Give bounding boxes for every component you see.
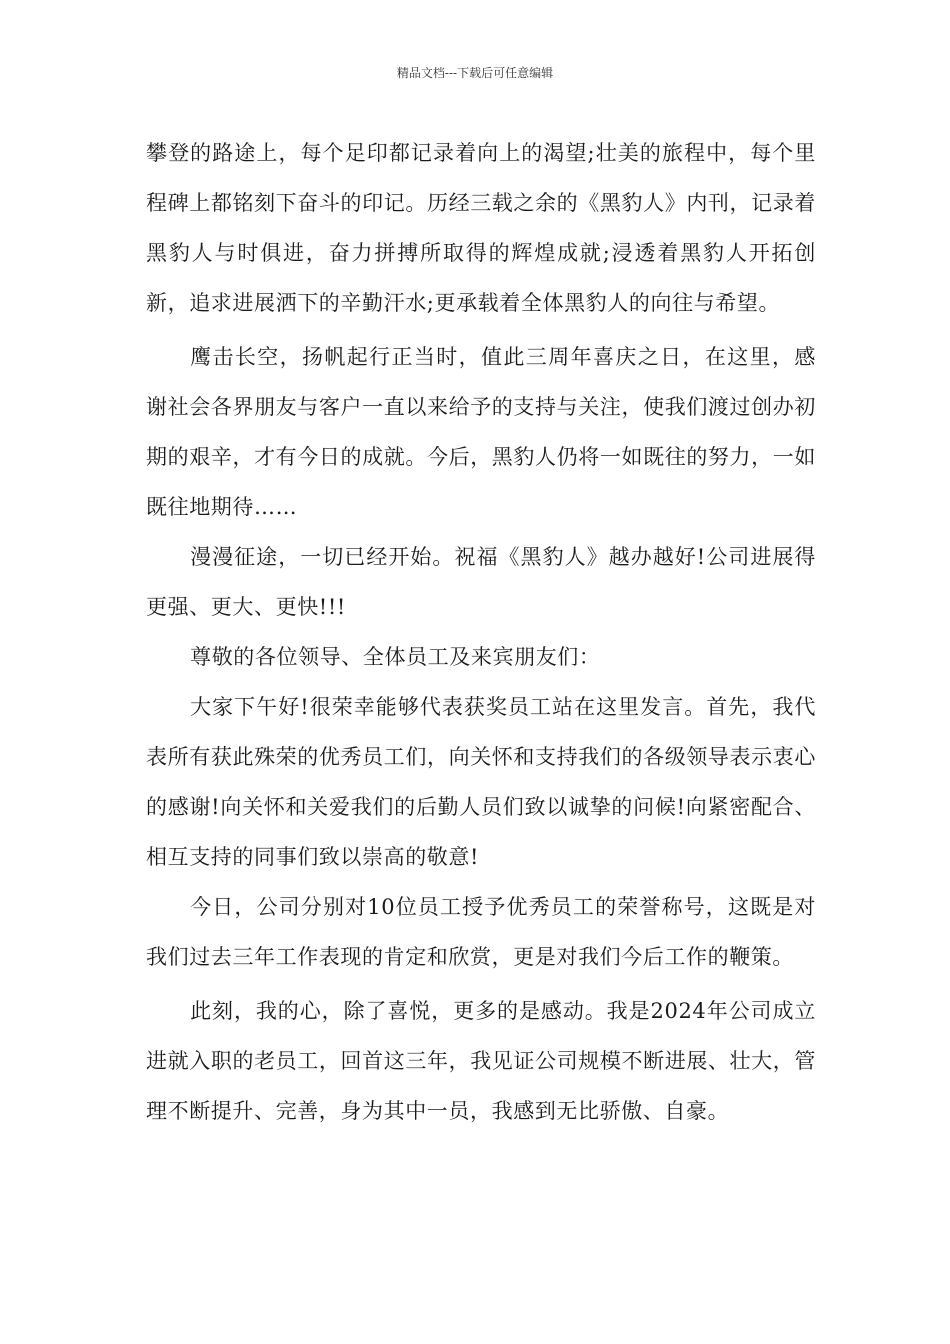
paragraph-5: 大家下午好!很荣幸能够代表获奖员工站在这里发言。首先，我代表所有获此殊荣的优秀员工们，向关怀和支持我们的各级领导表示衷心的感谢!向关怀和关爱我们的后勤人员们致以诚挚的问候!向紧密配合、相互支持的同事们致以崇高的敬意! xyxy=(146,695,816,869)
paragraph-6: 今日，公司分别对10位员工授予优秀员工的荣誉称号，这既是对我们过去三年工作表现的肯定和欣赏，更是对我们今后工作的鞭策。 xyxy=(146,895,816,969)
document-body xyxy=(146,128,816,1136)
page-header: 精品文档---下载后可任意编辑 xyxy=(396,66,554,80)
paragraph-2: 鹰击长空，扬帆起行正当时，值此三周年喜庆之日，在这里，感谢社会各界朋友与客户一直以来给予的支持与关注，使我们渡过创办初期的艰辛，才有今日的成就。今后，黑豹人仍将一如既往的努力，一如既往地期待…… xyxy=(146,345,816,519)
paragraph-3: 漫漫征途，一切已经开始。祝福《黑豹人》越办越好!公司进展得更强、更大、更快!!! xyxy=(146,545,816,619)
paragraph-7: 此刻，我的心，除了喜悦，更多的是感动。我是2024年公司成立进就入职的老员工，回首这三年，我见证公司规模不断进展、壮大，管理不断提升、完善，身为其中一员，我感到无比骄傲、自豪。 xyxy=(146,999,816,1123)
paragraph-4-salutation: 尊敬的各位领导、全体员工及来宾朋友们： xyxy=(190,645,601,669)
paragraph-1: 攀登的路途上，每个足印都记录着向上的渴望;壮美的旅程中，每个里程碑上都铭刻下奋斗的印记。历经三载之余的《黑豹人》内刊，记录着黑豹人与时俱进，奋力拼搏所取得的辉煌成就;浸透着黑豹人开拓创新，追求进展洒下的辛勤汗水;更承载着全体黑豹人的向往与希望。 xyxy=(146,141,816,315)
